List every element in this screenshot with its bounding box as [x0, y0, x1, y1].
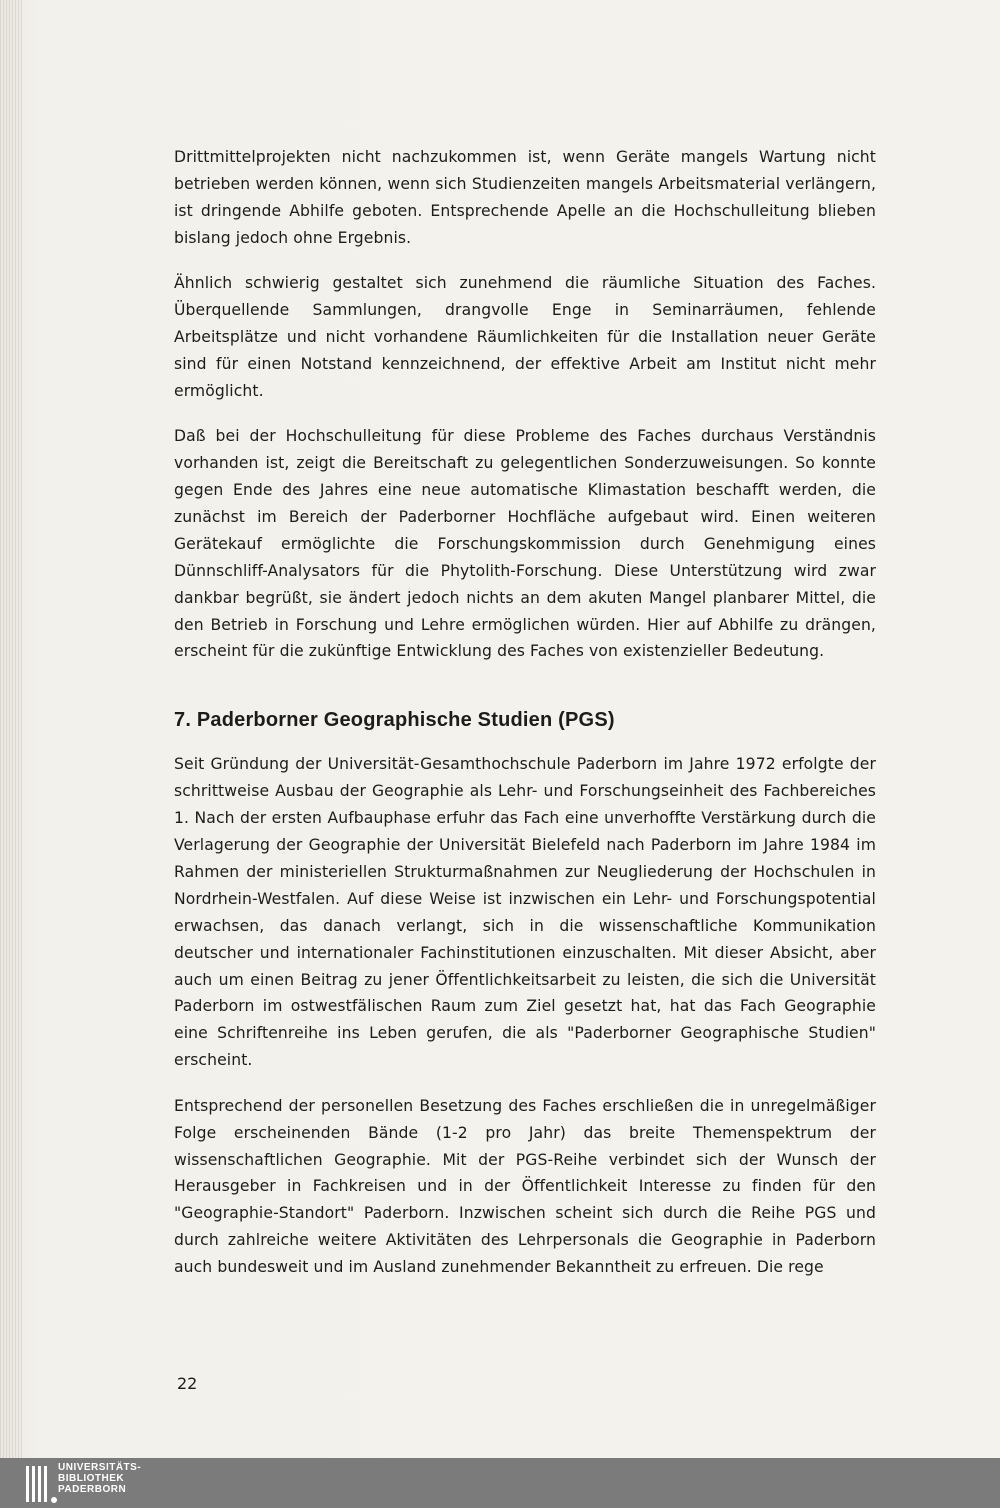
paragraph: Entsprechend der personellen Besetzung des Faches erschließen die in unregelmäßiger Folge erscheinenden Bände (1-2 pro Jahr) das breite Themenspektrum der wissenschaftlichen Geographie. Mit der PGS-Reihe verbindet sich der Wunsch der Herausgeber in Fachkreisen und in der Öffentlichkeit Interesse zu finden für den "Geographie-Standort" Paderborn. Inzwischen scheint sich durch die Reihe PGS und durch zahlreiche weitere Aktivitäten des Lehrpersonals die Geographie in Paderborn auch bundesweit und im Ausland zunehmender Bekanntheit zu erfreuen. Die rege: [174, 1096, 876, 1277]
library-name-line: BIBLIOTHEK: [58, 1473, 125, 1484]
library-name-line: UNIVERSITÄTS-: [58, 1462, 142, 1473]
page-stack-edges: [0, 0, 22, 1458]
page-body: [174, 144, 876, 1300]
paragraph: Daß bei der Hochschulleitung für diese Probleme des Faches durchaus Verständnis vorhanden ist, zeigt die Bereitschaft zu gelegentlichen Sonderzuweisungen. So konnte gegen Ende des Jahres eine neue automatische Klimastation beschafft werden, die zunächst im Bereich der Paderborner Hochfläche aufgebaut wird. Einen weiteren Gerätekauf ermöglichte die Forschungskommission durch Genehmigung eines Dünnschliff-Analysators für die Phytolith-Forschung. Diese Unterstützung wird zwar dankbar begrüßt, sie ändert jedoch nichts an dem akuten Mangel planbarer Mittel, die den Betrieb in Forschung und Lehre ermöglichen würden. Hier auf Abhilfe zu drängen, erscheint für die zukünftige Entwicklung des Faches von existenzieller Bedeutung.: [174, 427, 876, 661]
paragraph: Drittmittelprojekten nicht nachzukommen ist, wenn Geräte mangels Wartung nicht betrieben werden können, wenn sich Studienzeiten mangels Arbeitsmaterial verlängern, ist dringende Abhilfe geboten. Entsprechende Apelle an die Hochschulleitung blieben bislang jedoch ohne Ergebnis.: [174, 148, 876, 247]
section-heading: 7. Paderborner Geographische Studien (PGS): [174, 709, 615, 732]
paragraph: Seit Gründung der Universität-Gesamthochschule Paderborn im Jahre 1972 erfolgte der schrittweise Ausbau der Geographie als Lehr- und Forschungseinheit des Fachbereiches 1. Nach der ersten Aufbauphase erfuhr das Fach eine unverhoffte Verstärkung durch die Verlagerung der Geographie der Universität Bielefeld nach Paderborn im Jahre 1984 im Rahmen der ministeriellen Strukturmaßnahmen zur Neugliederung der Hochschulen in Nordrhein-Westfalen. Auf diese Weise ist inzwischen ein Lehr- und Forschungspotential erwachsen, das danach verlangt, sich in die wissenschaftliche Kommunikation deutscher und internationaler Fachinstitutionen einzuschalten. Mit dieser Absicht, aber auch um einen Beitrag zu jener Öffentlichkeitsarbeit zu leisten, die sich die Universität Paderborn im ostwestfälischen Raum zum Ziel gesetzt hat, hat das Fach Geographie eine Schriftenreihe ins Leben gerufen, die als "Paderborner Geographische Studien" erscheint.: [174, 755, 876, 1070]
library-footer-bar: [0, 1458, 1000, 1508]
page-number: 22: [177, 1374, 198, 1393]
paragraph: Ähnlich schwierig gestaltet sich zunehmend die räumliche Situation des Faches. Überquellende Sammlungen, drangvolle Enge in Seminarräumen, fehlende Arbeitsplätze und nicht vorhandene Räumlichkeiten für die Installation neuer Geräte sind für einen Notstand kennzeichnend, der effektive Arbeit am Institut nicht mehr ermöglicht.: [174, 274, 876, 400]
library-name-line: PADERBORN: [58, 1484, 127, 1495]
library-name: [58, 1462, 141, 1495]
